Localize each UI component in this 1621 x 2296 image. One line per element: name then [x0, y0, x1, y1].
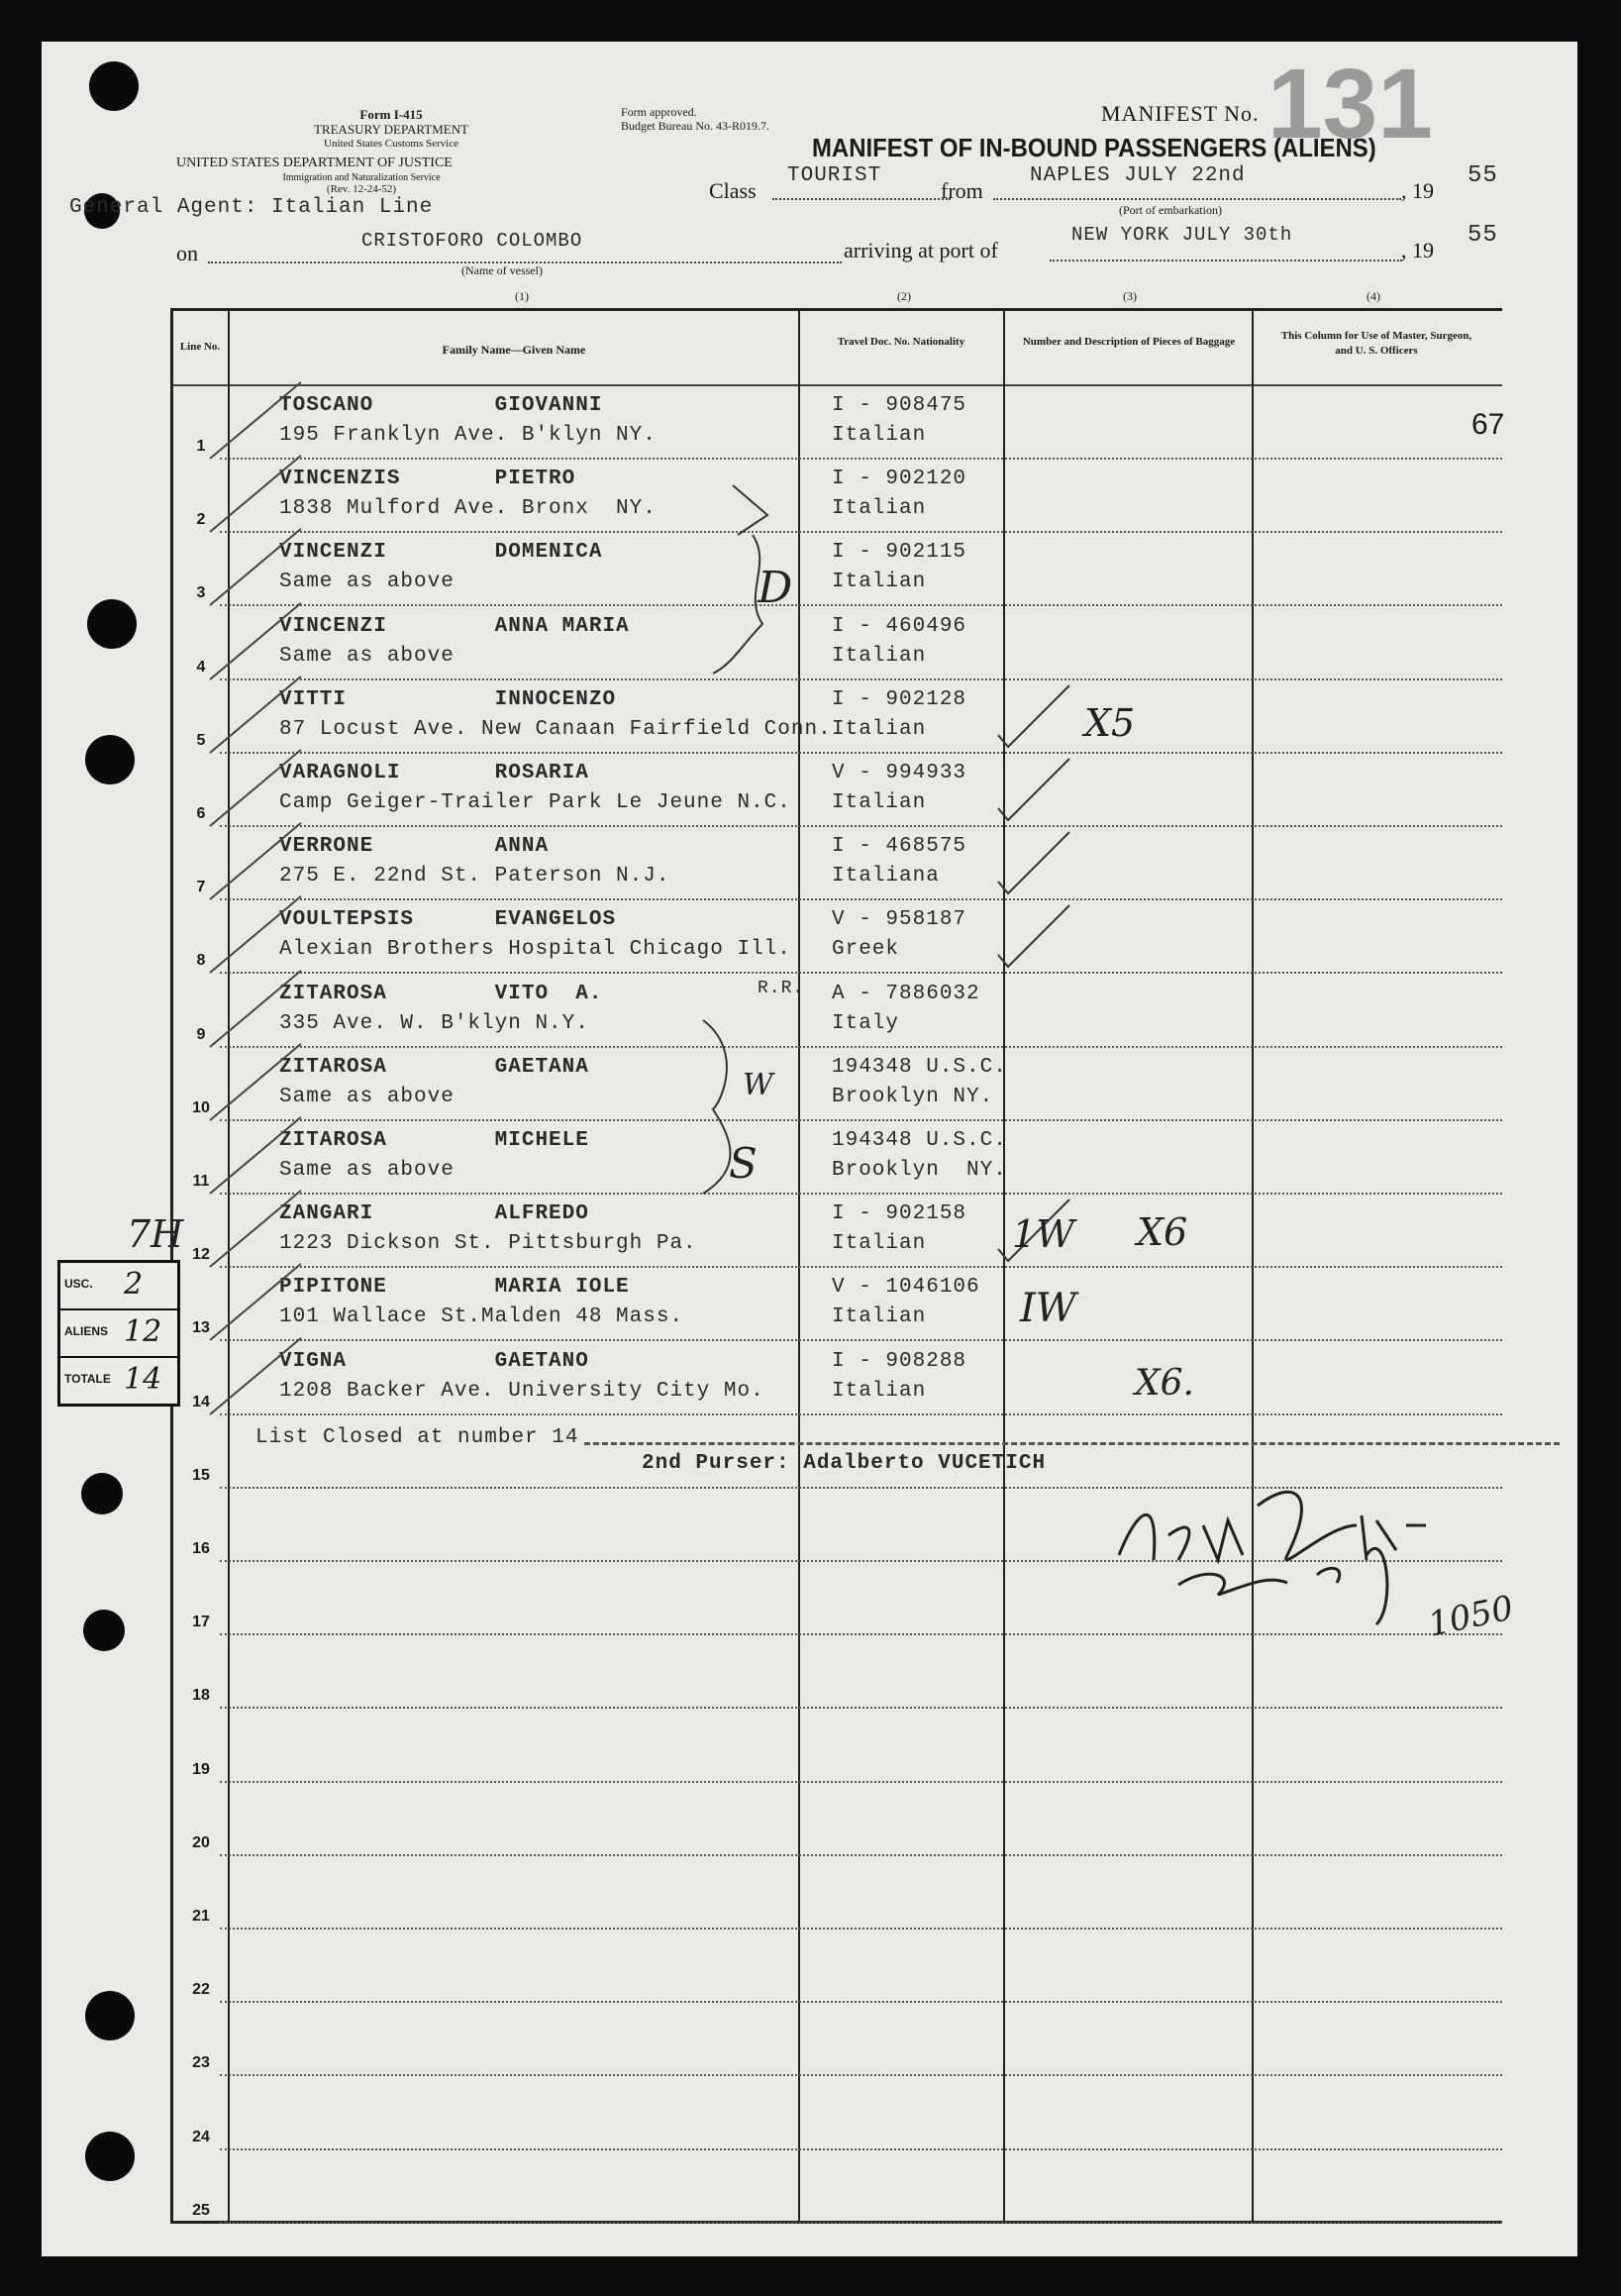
ra-note: R.R. [758, 979, 805, 998]
punch-hole [85, 735, 135, 784]
passenger-name: VERRONE ANNA [279, 835, 550, 859]
passenger-address: 195 Franklyn Ave. B'klyn NY. [279, 424, 657, 447]
row-dotted-rule [220, 1266, 1502, 1268]
punch-hole [83, 1610, 125, 1651]
nationality: Italian [832, 424, 927, 447]
passenger-name: VINCENZI ANNA MARIA [279, 614, 630, 638]
count-box-top-mark: 7H [127, 1212, 184, 1256]
header-family-name: Family Name—Given Name [442, 343, 586, 357]
row-dotted-rule [220, 531, 1502, 533]
line-number: 14 [192, 1393, 210, 1410]
travel-doc-number: I - 460496 [832, 614, 967, 638]
baggage-check-mark [990, 678, 1079, 757]
line-number: 23 [192, 2054, 210, 2072]
nationality: Italian [832, 1232, 927, 1256]
purser-line: 2nd Purser: Adalberto VUCETICH [642, 1452, 1047, 1475]
nationality: Italian [832, 571, 927, 594]
row-dotted-rule [220, 1193, 1502, 1195]
row-dotted-rule [220, 1119, 1502, 1121]
column-number-2: (2) [897, 289, 911, 303]
baggage-note-x6-second: X6. [1135, 1363, 1194, 1404]
bracket-vincenzi [693, 475, 812, 683]
travel-doc-number: I - 468575 [832, 835, 967, 859]
passenger-name: TOSCANO GIOVANNI [279, 394, 603, 417]
arriving-label: arriving at port of [844, 238, 998, 262]
travel-doc-number: I - 902115 [832, 541, 967, 565]
arrive-year-prefix: , 19 [1401, 238, 1434, 262]
manifest-number: 131 [1267, 49, 1433, 159]
form-header-left [243, 107, 540, 152]
passenger-name: ZANGARI ALFREDO [279, 1202, 589, 1226]
form-number: Form I-415 [359, 107, 423, 122]
nationality: Greek [832, 938, 900, 962]
nationality: Italian [832, 1305, 927, 1329]
passenger-name: VINCENZI DOMENICA [279, 541, 603, 565]
class-value: TOURIST [787, 164, 882, 187]
officer-mark-1w: 1W [1012, 1212, 1075, 1256]
row-dotted-rule [220, 1781, 1502, 1783]
vessel-note: (Name of vessel) [461, 263, 543, 277]
row-dotted-rule [220, 972, 1502, 974]
usc-row [60, 1263, 177, 1310]
passenger-name: ZITAROSA GAETANA [279, 1055, 589, 1079]
column-number-1: (1) [515, 289, 529, 303]
passenger-name: VITTI INNOCENZO [279, 687, 617, 711]
line-number: 19 [192, 1760, 210, 1778]
passenger-name: VINCENZIS PIETRO [279, 468, 576, 491]
nationality: Italiana [832, 865, 940, 888]
header-baggage: Number and Description of Pieces of Baggage [1022, 336, 1236, 348]
baggage-check-mark [990, 751, 1079, 830]
on-label: on [176, 241, 198, 265]
row-dotted-rule [220, 1928, 1502, 1930]
column-number-4: (4) [1367, 289, 1380, 303]
aliens-label: ALIENS [64, 1324, 109, 1338]
vessel-name: CRISTOFORO COLOMBO [361, 230, 583, 252]
officer-signature [1099, 1466, 1515, 1634]
line-number: 6 [196, 805, 206, 822]
officer-mark-s: S [729, 1139, 758, 1188]
from-label: from [941, 178, 983, 203]
line-number: 13 [192, 1319, 210, 1337]
arriving-value: NEW YORK JULY 30th [1071, 224, 1293, 246]
from-underline [993, 198, 1401, 200]
page-title: MANIFEST OF IN-BOUND PASSENGERS (ALIENS) [812, 133, 1376, 162]
row-dotted-rule [220, 1707, 1502, 1709]
line-number: 17 [192, 1614, 210, 1631]
budget-bureau: Budget Bureau No. 43-R019.7. [621, 119, 769, 133]
aliens-value: 12 [124, 1314, 162, 1349]
travel-doc-number: I - 902128 [832, 687, 967, 711]
justice-dept: UNITED STATES DEPARTMENT OF JUSTICE [176, 156, 453, 170]
list-closed-rule [584, 1442, 1560, 1445]
passenger-address: 275 E. 22nd St. Paterson N.J. [279, 865, 670, 888]
revision: (Rev. 12-24-52) [326, 183, 397, 195]
officer-mark-d: D [758, 563, 793, 613]
header-officers: This Column for Use of Master, Surgeon, and U. S. Officers [1280, 330, 1472, 357]
punch-hole [85, 1991, 135, 2040]
nationality: Italian [832, 497, 927, 521]
travel-doc-number: 194348 U.S.C. [832, 1055, 1007, 1079]
travel-doc-number: V - 994933 [832, 762, 967, 784]
port-embarkation-note: (Port of embarkation) [1119, 203, 1222, 217]
travel-doc-number: A - 7886032 [832, 982, 980, 1005]
line-number: 15 [192, 1466, 210, 1484]
baggage-note-x6: X6 [1137, 1210, 1188, 1254]
line-number: 9 [196, 1025, 206, 1043]
row-dotted-rule [220, 2148, 1502, 2150]
passenger-address: Same as above [279, 571, 455, 594]
nationality: Italian [832, 644, 927, 668]
row-dotted-rule [220, 1854, 1502, 1856]
table-header-rule [170, 384, 1502, 386]
nationality: Brooklyn NY. [832, 1159, 1007, 1182]
punch-hole [87, 599, 137, 649]
nationality: Italy [832, 1011, 900, 1035]
passenger-address: 101 Wallace St.Malden 48 Mass. [279, 1305, 684, 1329]
header-line-no: Line No. [179, 341, 221, 353]
row-dotted-rule [220, 2222, 1502, 2224]
line-number: 7 [196, 879, 206, 896]
line-number: 24 [192, 2128, 210, 2145]
passenger-address: 1223 Dickson St. Pittsburgh Pa. [279, 1232, 697, 1256]
nationality: Italian [832, 791, 927, 814]
row-dotted-rule [220, 898, 1502, 900]
class-label: Class [709, 178, 757, 203]
travel-doc-number: I - 908475 [832, 394, 967, 417]
customs-service: United States Customs Service [324, 138, 458, 150]
from-year-prefix: , 19 [1401, 178, 1434, 203]
passenger-address: 1208 Backer Ave. University City Mo. [279, 1379, 764, 1403]
line-number: 20 [192, 1833, 210, 1851]
row-dotted-rule [220, 2001, 1502, 2003]
row-dotted-rule [220, 678, 1502, 680]
passenger-address: 87 Locust Ave. New Canaan Fairfield Conn. [279, 717, 832, 741]
table-top-rule [170, 308, 1502, 311]
officer-mark-w: W [743, 1068, 773, 1102]
passenger-name: VOULTEPSIS EVANGELOS [279, 908, 617, 932]
column-number-3: (3) [1123, 289, 1137, 303]
line-number: 5 [196, 731, 206, 749]
general-agent: General Agent: Italian Line [69, 196, 434, 219]
row-dotted-rule [220, 458, 1502, 460]
punch-hole [89, 61, 139, 111]
manifest-number-label: MANIFEST No. [1101, 101, 1260, 126]
passenger-name: VARAGNOLI ROSARIA [279, 762, 589, 784]
nationality: Brooklyn NY. [832, 1085, 994, 1108]
line-number: 18 [192, 1687, 210, 1705]
line-number: 3 [196, 584, 206, 602]
passenger-address: Same as above [279, 1085, 455, 1108]
count-box [57, 1260, 180, 1407]
travel-doc-number: 194348 U.S.C. [832, 1129, 1007, 1152]
line-number: 4 [196, 658, 206, 676]
row-dotted-rule [220, 2074, 1502, 2076]
punch-hole [85, 2132, 135, 2181]
usc-label: USC. [64, 1277, 93, 1291]
totale-value: 14 [124, 1362, 162, 1397]
line-number: 11 [192, 1173, 210, 1190]
manifest-page [42, 42, 1577, 2256]
usc-value: 2 [124, 1267, 144, 1302]
row-dotted-rule [220, 1339, 1502, 1341]
passenger-name: PIPITONE MARIA IOLE [279, 1276, 630, 1300]
row-dotted-rule [220, 1046, 1502, 1048]
travel-doc-number: I - 902158 [832, 1202, 967, 1226]
nationality: Italian [832, 1379, 927, 1403]
class-underline [772, 198, 951, 200]
passenger-address: Camp Geiger-Trailer Park Le Jeune N.C. [279, 791, 791, 814]
form-approved: Form approved. [621, 105, 697, 119]
aliens-row [60, 1310, 177, 1358]
arrive-year: 55 [1468, 222, 1498, 249]
line-number: 1 [196, 438, 206, 455]
totale-row [60, 1358, 177, 1404]
list-closed-note: List Closed at number 14 [255, 1426, 579, 1449]
row-dotted-rule [220, 1413, 1502, 1415]
passenger-address: 1838 Mulford Ave. Bronx NY. [279, 497, 657, 521]
arriving-underline [1050, 260, 1402, 261]
page-count: 67 [1471, 408, 1505, 441]
passenger-address: Same as above [279, 1159, 455, 1182]
punch-hole [81, 1473, 123, 1514]
passenger-address: Alexian Brothers Hospital Chicago Ill. [279, 938, 791, 962]
line-number: 8 [196, 952, 206, 970]
from-year: 55 [1468, 162, 1498, 189]
row-dotted-rule [220, 604, 1502, 606]
from-value: NAPLES JULY 22nd [1030, 164, 1246, 187]
passenger-name: ZITAROSA VITO A. [279, 982, 603, 1005]
line-number: 12 [192, 1246, 210, 1264]
line-number: 10 [192, 1098, 210, 1116]
baggage-check-mark [990, 824, 1079, 903]
travel-doc-number: I - 902120 [832, 468, 967, 491]
nationality: Italian [832, 717, 927, 741]
line-number: 22 [192, 1981, 210, 1999]
travel-doc-number: I - 908288 [832, 1349, 967, 1373]
line-number: 2 [196, 511, 206, 529]
passenger-name: VIGNA GAETANO [279, 1349, 589, 1373]
baggage-check-mark [990, 897, 1079, 977]
totale-label: TOTALE [64, 1372, 111, 1386]
bracket-zitarosa [683, 1010, 762, 1199]
travel-doc-number: V - 1046106 [832, 1276, 980, 1300]
header-travel-doc: Travel Doc. No. Nationality [837, 336, 965, 348]
signature-total: 1050 [1424, 1588, 1517, 1645]
line-number: 16 [192, 1540, 210, 1557]
travel-doc-number: V - 958187 [832, 908, 967, 932]
treasury-dept: TREASURY DEPARTMENT [313, 122, 469, 137]
baggage-note-x5: X5 [1084, 701, 1136, 745]
passenger-address: 335 Ave. W. B'klyn N.Y. [279, 1011, 589, 1035]
row-dotted-rule [220, 825, 1502, 827]
line-number: 25 [192, 2201, 210, 2219]
passenger-name: ZITAROSA MICHELE [279, 1129, 589, 1152]
passenger-address: Same as above [279, 644, 455, 668]
officer-mark-iw: IW [1020, 1286, 1076, 1331]
ins-service: Immigration and Naturalization Service [282, 172, 441, 183]
line-number: 21 [192, 1908, 210, 1925]
row-dotted-rule [220, 752, 1502, 754]
